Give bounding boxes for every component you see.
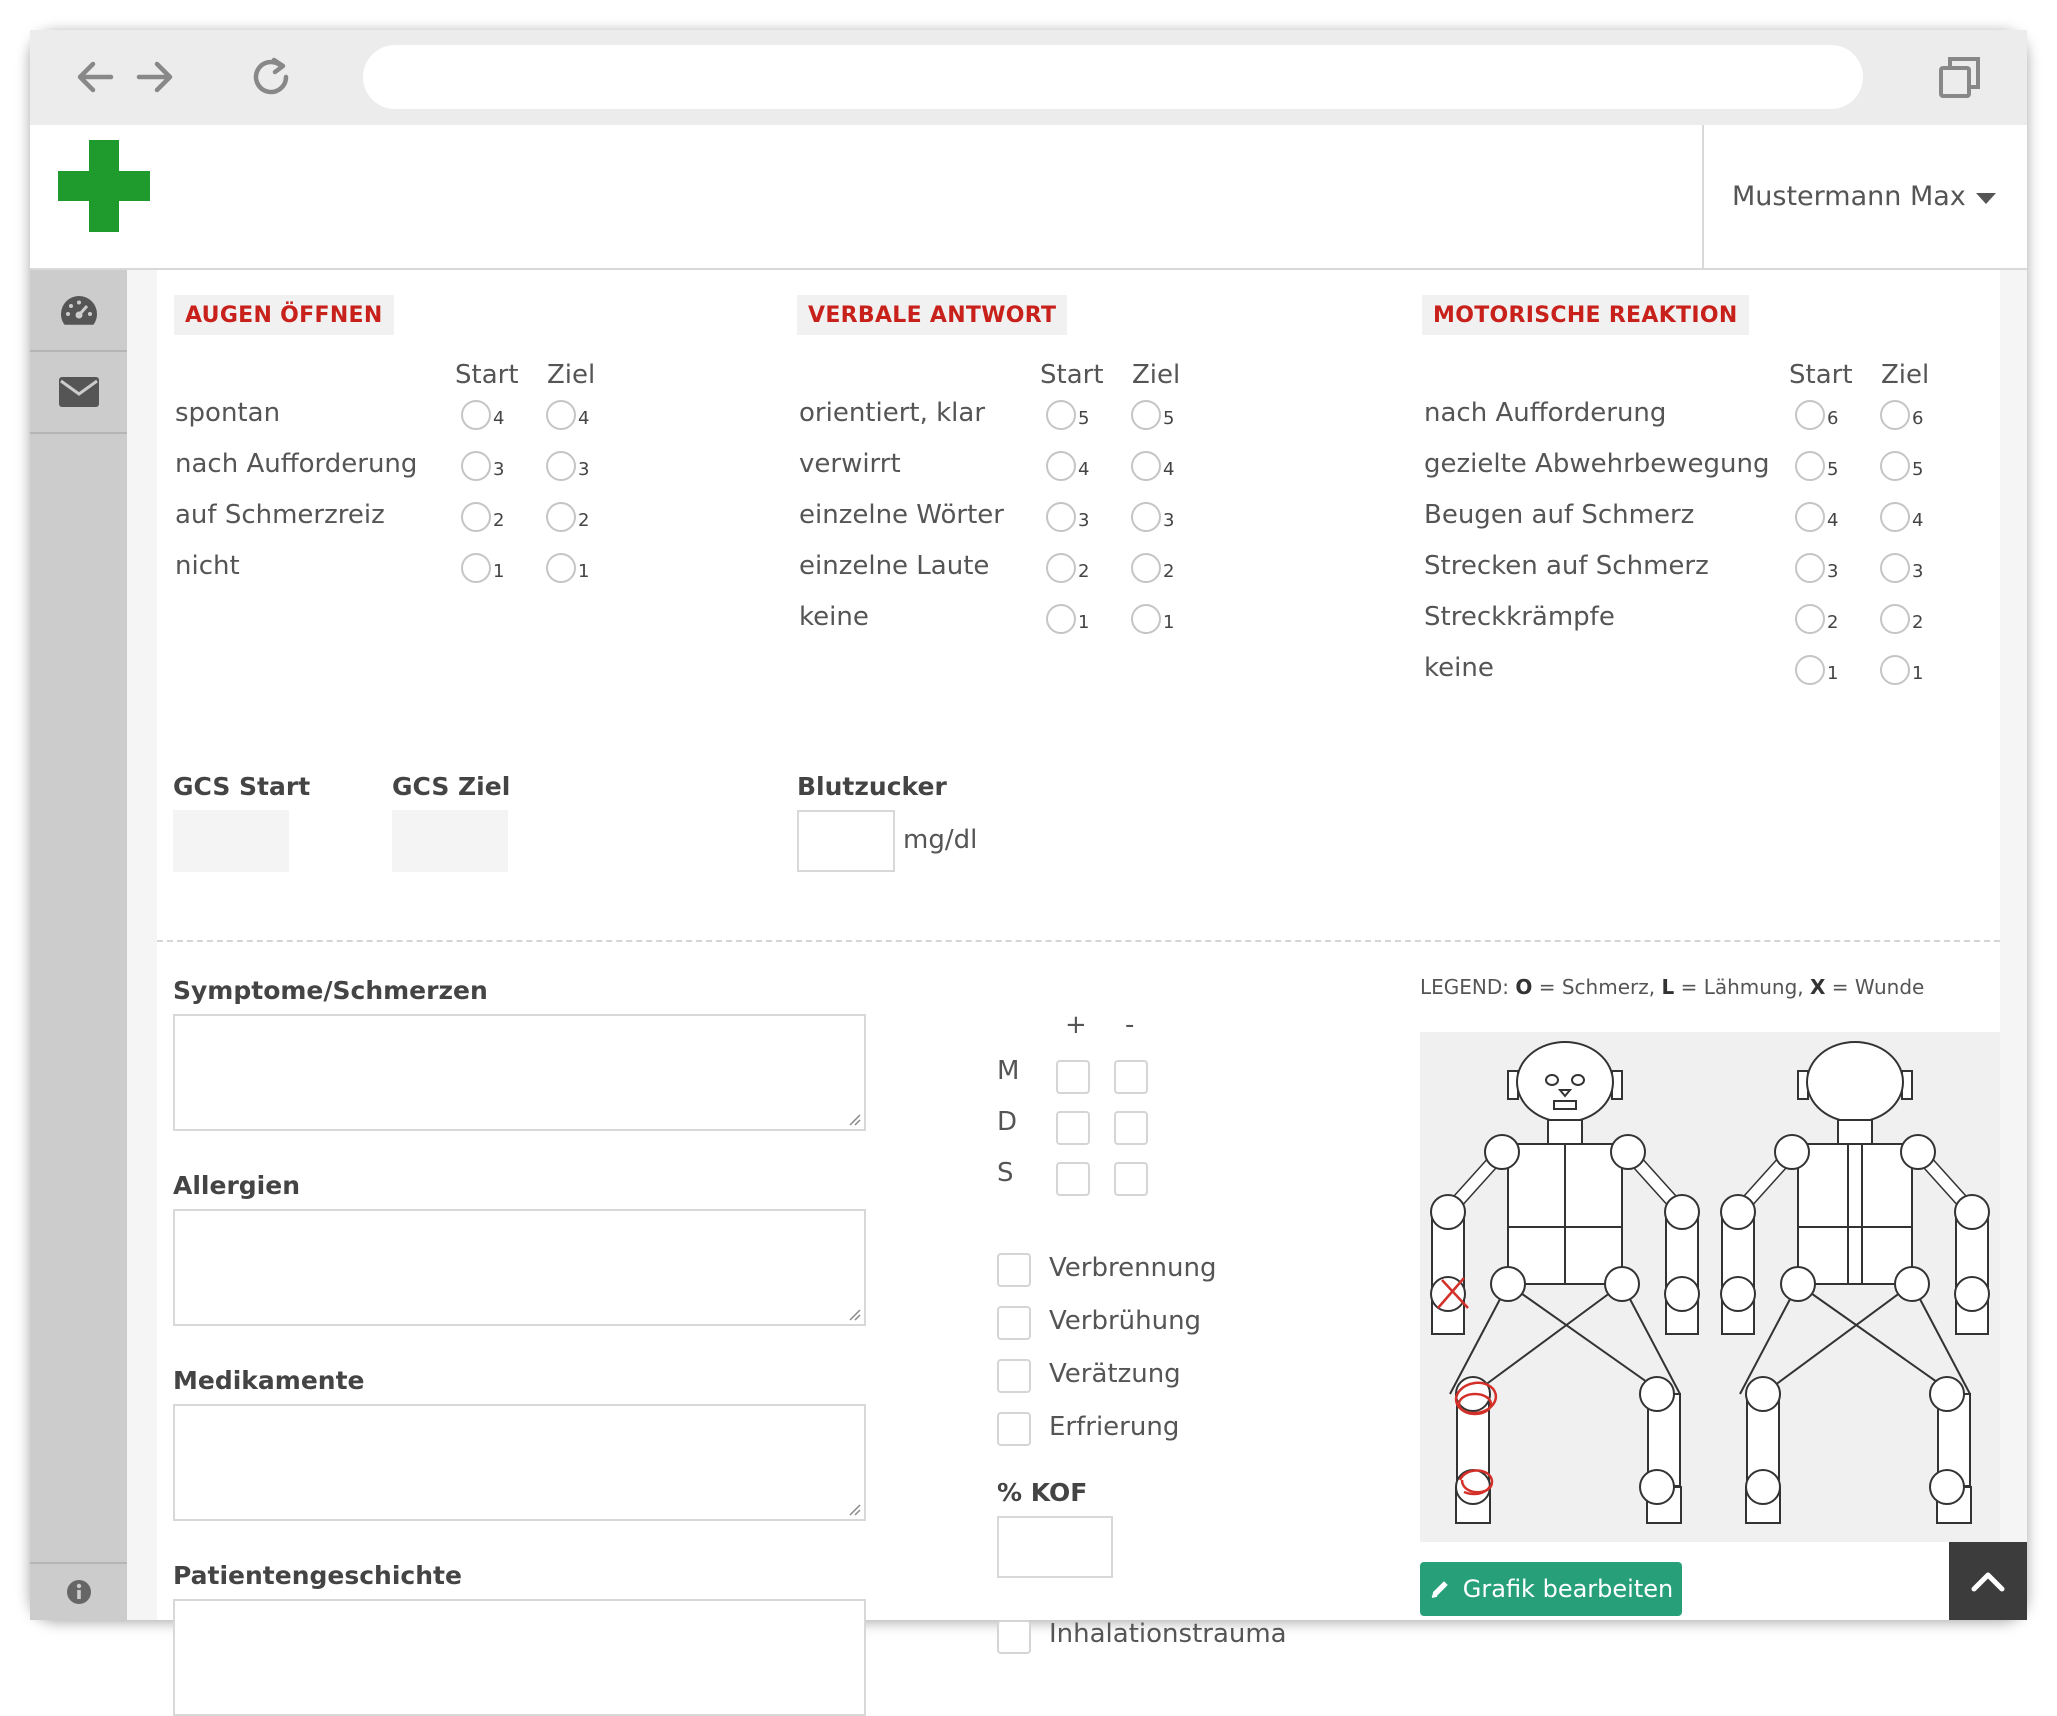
gcs-ziel-label: GCS Ziel bbox=[392, 772, 511, 801]
user-menu[interactable] bbox=[1702, 125, 2027, 268]
motor-ziel-radio[interactable] bbox=[1880, 655, 1910, 685]
radio-value: 5 bbox=[1912, 459, 1924, 480]
radio-value: 3 bbox=[1827, 561, 1839, 582]
motor-option-label: gezielte Abwehrbewegung bbox=[1424, 449, 1770, 479]
msd-minus-checkbox[interactable] bbox=[1114, 1060, 1148, 1094]
green-cross-logo[interactable] bbox=[58, 140, 150, 232]
augen-option-label: nicht bbox=[175, 551, 240, 581]
radio-value: 2 bbox=[1912, 612, 1924, 633]
legend-text-l: = Lähmung, bbox=[1680, 975, 1804, 999]
caret-down-icon bbox=[1976, 193, 1996, 204]
radio-value: 1 bbox=[1163, 612, 1175, 633]
address-bar[interactable] bbox=[363, 45, 1863, 109]
radio-value: 6 bbox=[1827, 408, 1839, 429]
legend-key-l: L bbox=[1661, 975, 1675, 999]
browser-toolbar bbox=[30, 30, 2027, 125]
tabs-icon[interactable] bbox=[1935, 52, 1985, 102]
msd-row-label: D bbox=[997, 1107, 1018, 1137]
legend-text-x: = Wunde bbox=[1831, 975, 1925, 999]
verbal-start-radio[interactable] bbox=[1046, 502, 1076, 532]
erfrierung-checkbox[interactable] bbox=[997, 1412, 1031, 1446]
edit-button-label: Grafik bearbeiten bbox=[1462, 1575, 1674, 1603]
allergien-textarea[interactable] bbox=[173, 1209, 866, 1326]
motor-start-radio[interactable] bbox=[1795, 604, 1825, 634]
motor-start-radio[interactable] bbox=[1795, 655, 1825, 685]
col-header-ziel: Ziel bbox=[1881, 360, 1930, 390]
patientengeschichte-textarea[interactable] bbox=[173, 1599, 866, 1716]
radio-value: 1 bbox=[493, 561, 505, 582]
radio-value: 1 bbox=[1078, 612, 1090, 633]
augen-ziel-radio[interactable] bbox=[546, 553, 576, 583]
radio-value: 5 bbox=[1827, 459, 1839, 480]
radio-value: 6 bbox=[1912, 408, 1924, 429]
radio-value: 1 bbox=[1912, 663, 1924, 684]
radio-value: 3 bbox=[1163, 510, 1175, 531]
veraetzung-label: Verätzung bbox=[1049, 1359, 1181, 1389]
verbrennung-label: Verbrennung bbox=[1049, 1253, 1217, 1283]
dashboard-icon bbox=[58, 292, 100, 328]
augen-start-radio[interactable] bbox=[461, 451, 491, 481]
motor-option-label: Beugen auf Schmerz bbox=[1424, 500, 1695, 530]
radio-value: 1 bbox=[1827, 663, 1839, 684]
main-content bbox=[157, 270, 2000, 1649]
verbal-start-radio[interactable] bbox=[1046, 451, 1076, 481]
verbal-start-radio[interactable] bbox=[1046, 604, 1076, 634]
col-header-start: Start bbox=[1040, 360, 1104, 390]
radio-value: 2 bbox=[1827, 612, 1839, 633]
verbrennung-checkbox[interactable] bbox=[997, 1253, 1031, 1287]
minus-header: - bbox=[1125, 1010, 1135, 1040]
radio-value: 2 bbox=[1078, 561, 1090, 582]
msd-plus-checkbox[interactable] bbox=[1056, 1111, 1090, 1145]
sidebar-item-dashboard[interactable] bbox=[30, 270, 127, 352]
augen-option-label: nach Aufforderung bbox=[175, 449, 418, 479]
verbal-option-label: orientiert, klar bbox=[799, 398, 986, 428]
motor-ziel-radio[interactable] bbox=[1880, 400, 1910, 430]
verbal-ziel-radio[interactable] bbox=[1131, 451, 1161, 481]
blutzucker-label: Blutzucker bbox=[797, 772, 947, 801]
envelope-icon bbox=[58, 376, 100, 408]
verbal-ziel-radio[interactable] bbox=[1131, 400, 1161, 430]
motor-start-radio[interactable] bbox=[1795, 451, 1825, 481]
back-icon[interactable] bbox=[70, 52, 120, 102]
verbruehung-label: Verbrühung bbox=[1049, 1306, 1202, 1336]
msd-minus-checkbox[interactable] bbox=[1114, 1111, 1148, 1145]
motor-start-radio[interactable] bbox=[1795, 502, 1825, 532]
radio-value: 5 bbox=[1163, 408, 1175, 429]
radio-value: 4 bbox=[1078, 459, 1090, 480]
radio-value: 3 bbox=[493, 459, 505, 480]
msd-plus-checkbox[interactable] bbox=[1056, 1060, 1090, 1094]
motor-ziel-radio[interactable] bbox=[1880, 451, 1910, 481]
resize-grip-icon[interactable] bbox=[847, 1307, 861, 1321]
legend-text-o: = Schmerz, bbox=[1538, 975, 1656, 999]
medikamente-textarea[interactable] bbox=[173, 1404, 866, 1521]
motor-start-radio[interactable] bbox=[1795, 553, 1825, 583]
radio-value: 4 bbox=[1912, 510, 1924, 531]
radio-value: 3 bbox=[1912, 561, 1924, 582]
col-header-start: Start bbox=[455, 360, 519, 390]
augen-option-label: auf Schmerzreiz bbox=[175, 500, 385, 530]
radio-value: 2 bbox=[493, 510, 505, 531]
symptome-label: Symptome/Schmerzen bbox=[173, 976, 488, 1005]
augen-start-radio[interactable] bbox=[461, 553, 491, 583]
app-header bbox=[30, 125, 2027, 270]
erfrierung-label: Erfrierung bbox=[1049, 1412, 1180, 1442]
msd-row-label: M bbox=[997, 1056, 1020, 1086]
body-diagram[interactable] bbox=[1420, 1032, 2000, 1542]
verbal-option-label: verwirrt bbox=[799, 449, 901, 479]
radio-value: 3 bbox=[1078, 510, 1090, 531]
motor-option-label: nach Aufforderung bbox=[1424, 398, 1667, 428]
medikamente-label: Medikamente bbox=[173, 1366, 365, 1395]
scroll-to-top-button[interactable] bbox=[1949, 1542, 2027, 1620]
sidebar-item-messages[interactable] bbox=[30, 352, 127, 434]
section-title-augen: AUGEN ÖFFNEN bbox=[174, 295, 394, 335]
patientengeschichte-label: Patientengeschichte bbox=[173, 1561, 462, 1590]
chevron-up-icon bbox=[1970, 1569, 2006, 1593]
blutzucker-input[interactable] bbox=[797, 810, 895, 872]
augen-start-radio[interactable] bbox=[461, 400, 491, 430]
verbal-option-label: einzelne Wörter bbox=[799, 500, 1004, 530]
motor-option-label: Streckkrämpfe bbox=[1424, 602, 1615, 632]
verbal-start-radio[interactable] bbox=[1046, 400, 1076, 430]
motor-ziel-radio[interactable] bbox=[1880, 553, 1910, 583]
radio-value: 5 bbox=[1078, 408, 1090, 429]
kof-input[interactable] bbox=[997, 1516, 1113, 1578]
augen-ziel-radio[interactable] bbox=[546, 451, 576, 481]
allergien-label: Allergien bbox=[173, 1171, 300, 1200]
col-header-ziel: Ziel bbox=[1132, 360, 1181, 390]
radio-value: 2 bbox=[1163, 561, 1175, 582]
reload-icon[interactable] bbox=[246, 52, 296, 102]
legend-prefix: LEGEND: bbox=[1420, 975, 1510, 999]
forward-icon[interactable] bbox=[130, 52, 180, 102]
augen-option-label: spontan bbox=[175, 398, 281, 428]
verbruehung-checkbox[interactable] bbox=[997, 1306, 1031, 1340]
section-divider bbox=[157, 940, 2000, 942]
veraetzung-checkbox[interactable] bbox=[997, 1359, 1031, 1393]
radio-value: 4 bbox=[493, 408, 505, 429]
col-header-start: Start bbox=[1789, 360, 1853, 390]
verbal-ziel-radio[interactable] bbox=[1131, 553, 1161, 583]
msd-plus-checkbox[interactable] bbox=[1056, 1162, 1090, 1196]
radio-value: 4 bbox=[578, 408, 590, 429]
user-name: Mustermann Max bbox=[1732, 181, 1966, 212]
motor-start-radio[interactable] bbox=[1795, 400, 1825, 430]
verbal-option-label: keine bbox=[799, 602, 869, 632]
sidebar bbox=[30, 270, 127, 1620]
body-legend bbox=[1420, 975, 1924, 999]
info-icon bbox=[66, 1579, 92, 1605]
gcs-start-label: GCS Start bbox=[173, 772, 311, 801]
legend-key-o: O bbox=[1515, 975, 1533, 999]
gcs-start-value bbox=[173, 810, 289, 872]
augen-start-radio[interactable] bbox=[461, 502, 491, 532]
verbal-ziel-radio[interactable] bbox=[1131, 604, 1161, 634]
verbal-option-label: einzelne Laute bbox=[799, 551, 990, 581]
augen-ziel-radio[interactable] bbox=[546, 400, 576, 430]
verbal-start-radio[interactable] bbox=[1046, 553, 1076, 583]
grafik-bearbeiten-button[interactable] bbox=[1420, 1562, 1682, 1616]
msd-minus-checkbox[interactable] bbox=[1114, 1162, 1148, 1196]
motor-ziel-radio[interactable] bbox=[1880, 502, 1910, 532]
browser-window bbox=[30, 30, 2027, 1649]
radio-value: 4 bbox=[1163, 459, 1175, 480]
radio-value: 4 bbox=[1827, 510, 1839, 531]
motor-ziel-radio[interactable] bbox=[1880, 604, 1910, 634]
kof-label: % KOF bbox=[997, 1478, 1088, 1507]
motor-option-label: Strecken auf Schmerz bbox=[1424, 551, 1709, 581]
verbal-ziel-radio[interactable] bbox=[1131, 502, 1161, 532]
legend-key-x: X bbox=[1810, 975, 1826, 999]
motor-option-label: keine bbox=[1424, 653, 1494, 683]
plus-header: + bbox=[1065, 1010, 1087, 1040]
col-header-ziel: Ziel bbox=[547, 360, 596, 390]
inhalationstrauma-checkbox[interactable] bbox=[997, 1620, 1031, 1654]
symptome-textarea[interactable] bbox=[173, 1014, 866, 1131]
pencil-icon bbox=[1429, 1578, 1451, 1600]
radio-value: 1 bbox=[578, 561, 590, 582]
back-body-figure bbox=[1721, 1042, 1989, 1523]
resize-grip-icon[interactable] bbox=[847, 1112, 861, 1126]
radio-value: 2 bbox=[578, 510, 590, 531]
msd-row-label: S bbox=[997, 1158, 1014, 1188]
radio-value: 3 bbox=[578, 459, 590, 480]
front-body-figure bbox=[1431, 1042, 1699, 1523]
inhalationstrauma-label: Inhalationstrauma bbox=[1049, 1619, 1287, 1649]
section-title-verbal: VERBALE ANTWORT bbox=[797, 295, 1067, 335]
resize-grip-icon[interactable] bbox=[847, 1502, 861, 1516]
augen-ziel-radio[interactable] bbox=[546, 502, 576, 532]
blutzucker-unit: mg/dl bbox=[903, 825, 978, 855]
gcs-ziel-value bbox=[392, 810, 508, 872]
sidebar-item-info[interactable] bbox=[30, 1562, 127, 1620]
section-title-motor: MOTORISCHE REAKTION bbox=[1422, 295, 1749, 335]
